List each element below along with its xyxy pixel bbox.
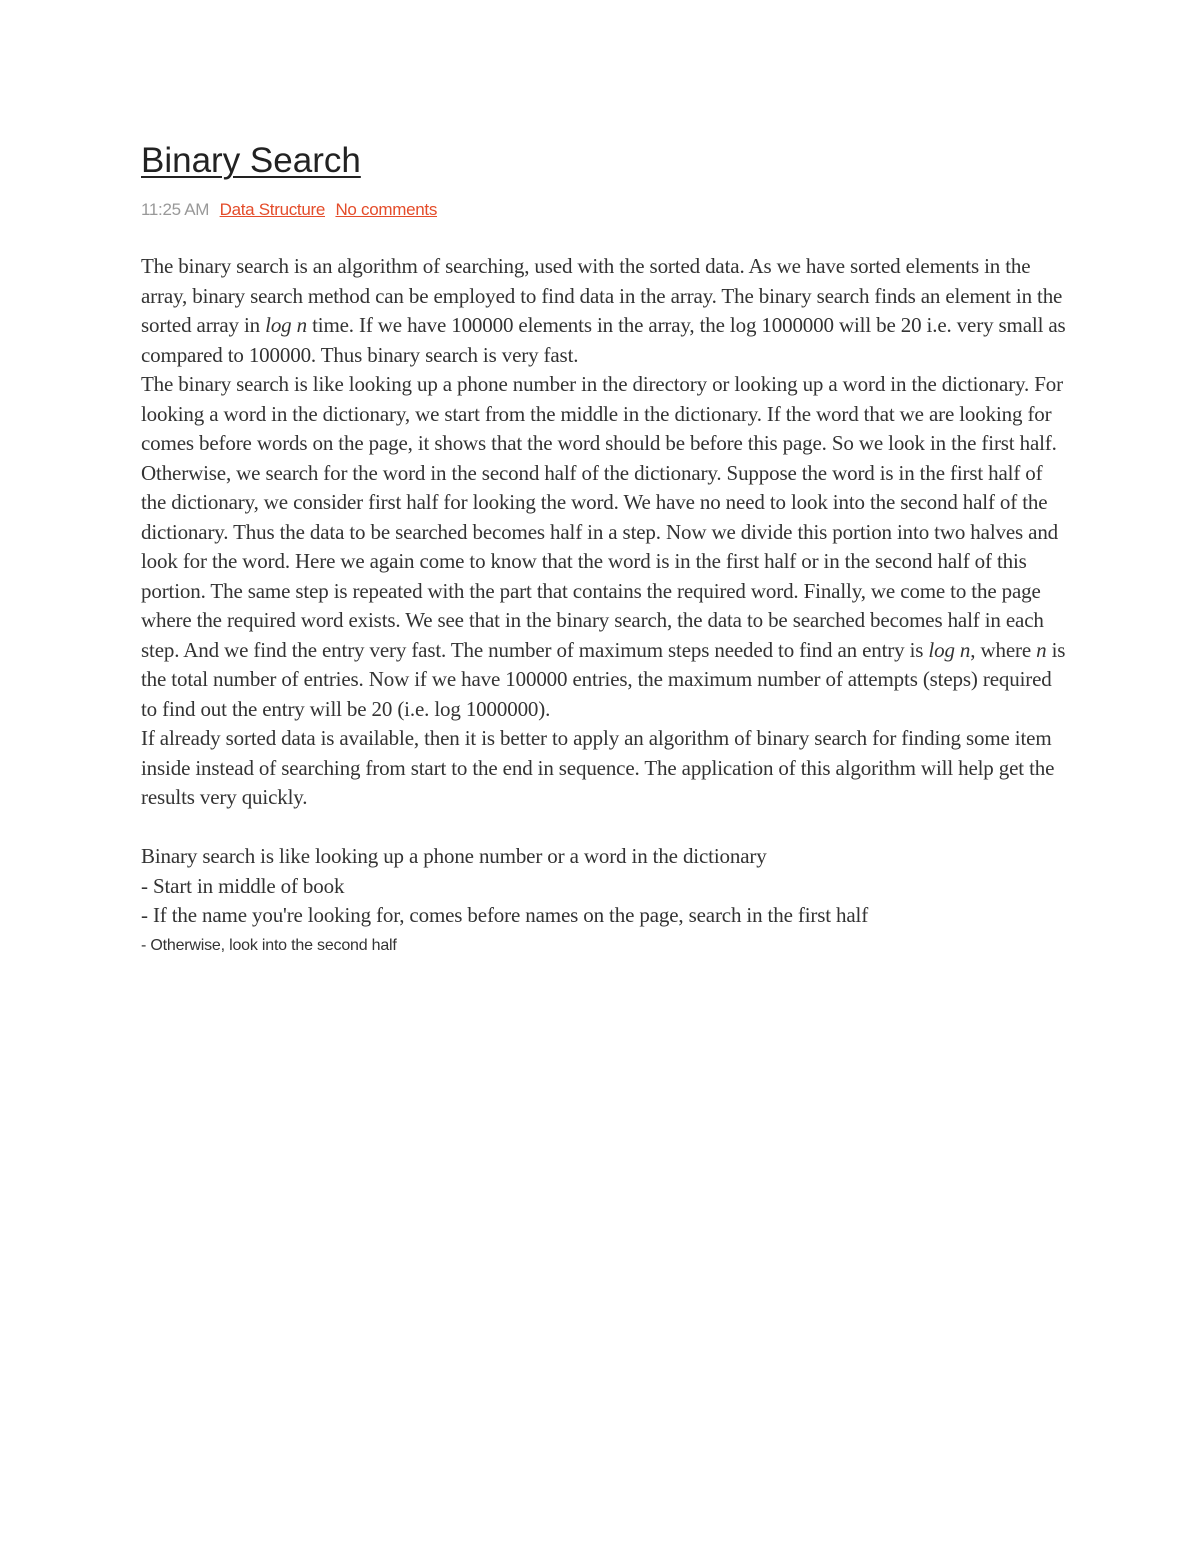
post-meta — [141, 200, 1066, 220]
spacer — [141, 813, 1066, 843]
log-n-math: log n — [928, 637, 971, 662]
summary-item-last: - Otherwise, look into the second half — [141, 936, 397, 954]
summary-item: - If the name you're looking for, comes before names on the page, search in the first half — [141, 903, 869, 927]
log-n-math: log n — [265, 313, 307, 337]
n-math: n — [1036, 637, 1047, 662]
paragraph-conclusion: If already sorted data is available, then it is better to apply an algorithm of binary search for finding some item inside instead of searching from start to the end in sequence. The application of this algorithm will help get the results very quickly. — [141, 726, 1055, 809]
post-time: 11:25 AM — [141, 200, 210, 219]
post-body — [141, 252, 1066, 931]
summary-heading: Binary search is like looking up a phone number or a word in the dictionary — [141, 844, 767, 868]
blog-post — [141, 140, 1066, 960]
category-link[interactable]: Data Structure — [219, 200, 326, 219]
summary-item: - Start in middle of book — [141, 873, 345, 898]
post-title[interactable]: Binary Search — [141, 141, 361, 180]
comments-link[interactable]: No comments — [335, 200, 438, 219]
paragraph-intro: The binary search is an algorithm of searching, used with the sorted data. As we have sorted elements in the array, binary search method can be employed to find data in the array. The binary search finds an element in the sorted array in log n time. If we have 100000 elements in the array, the log 1000000 will be 20 i.e. very small as compared to 100000. Thus binary search is very fast. — [141, 254, 1066, 367]
paragraph-analogy: The binary search is like looking up a phone number in the directory or looking up a word in the dictionary. For looking a word in the dictionary, we start from the middle in the dictionary. If the word that we are looking for comes before words on the page, it shows that the word should be before this page. So we look in the first half. Otherwise, we search for the word in the second half of the dictionary. Suppose the word is in the first half of the dictionary, we consider first half for looking the word. We have no need to look into the second half of the dictionary. Thus the data to be searched becomes half in a step. Now we divide this portion into two halves and look for the word. Here we again come to know that the word is in the first half or in the second half of this portion. The same step is repeated with the part that contains the required word. Finally, we come to the page where the required word exists. We see that in the binary search, the data to be searched becomes half in each step. And we find the entry very fast. The number of maximum steps needed to find an entry is log n, where n is the total number of entries. Now if we have 100000 entries, the maximum number of attempts (steps) required to find out the entry will be 20 (i.e. log 1000000). — [141, 372, 1066, 721]
